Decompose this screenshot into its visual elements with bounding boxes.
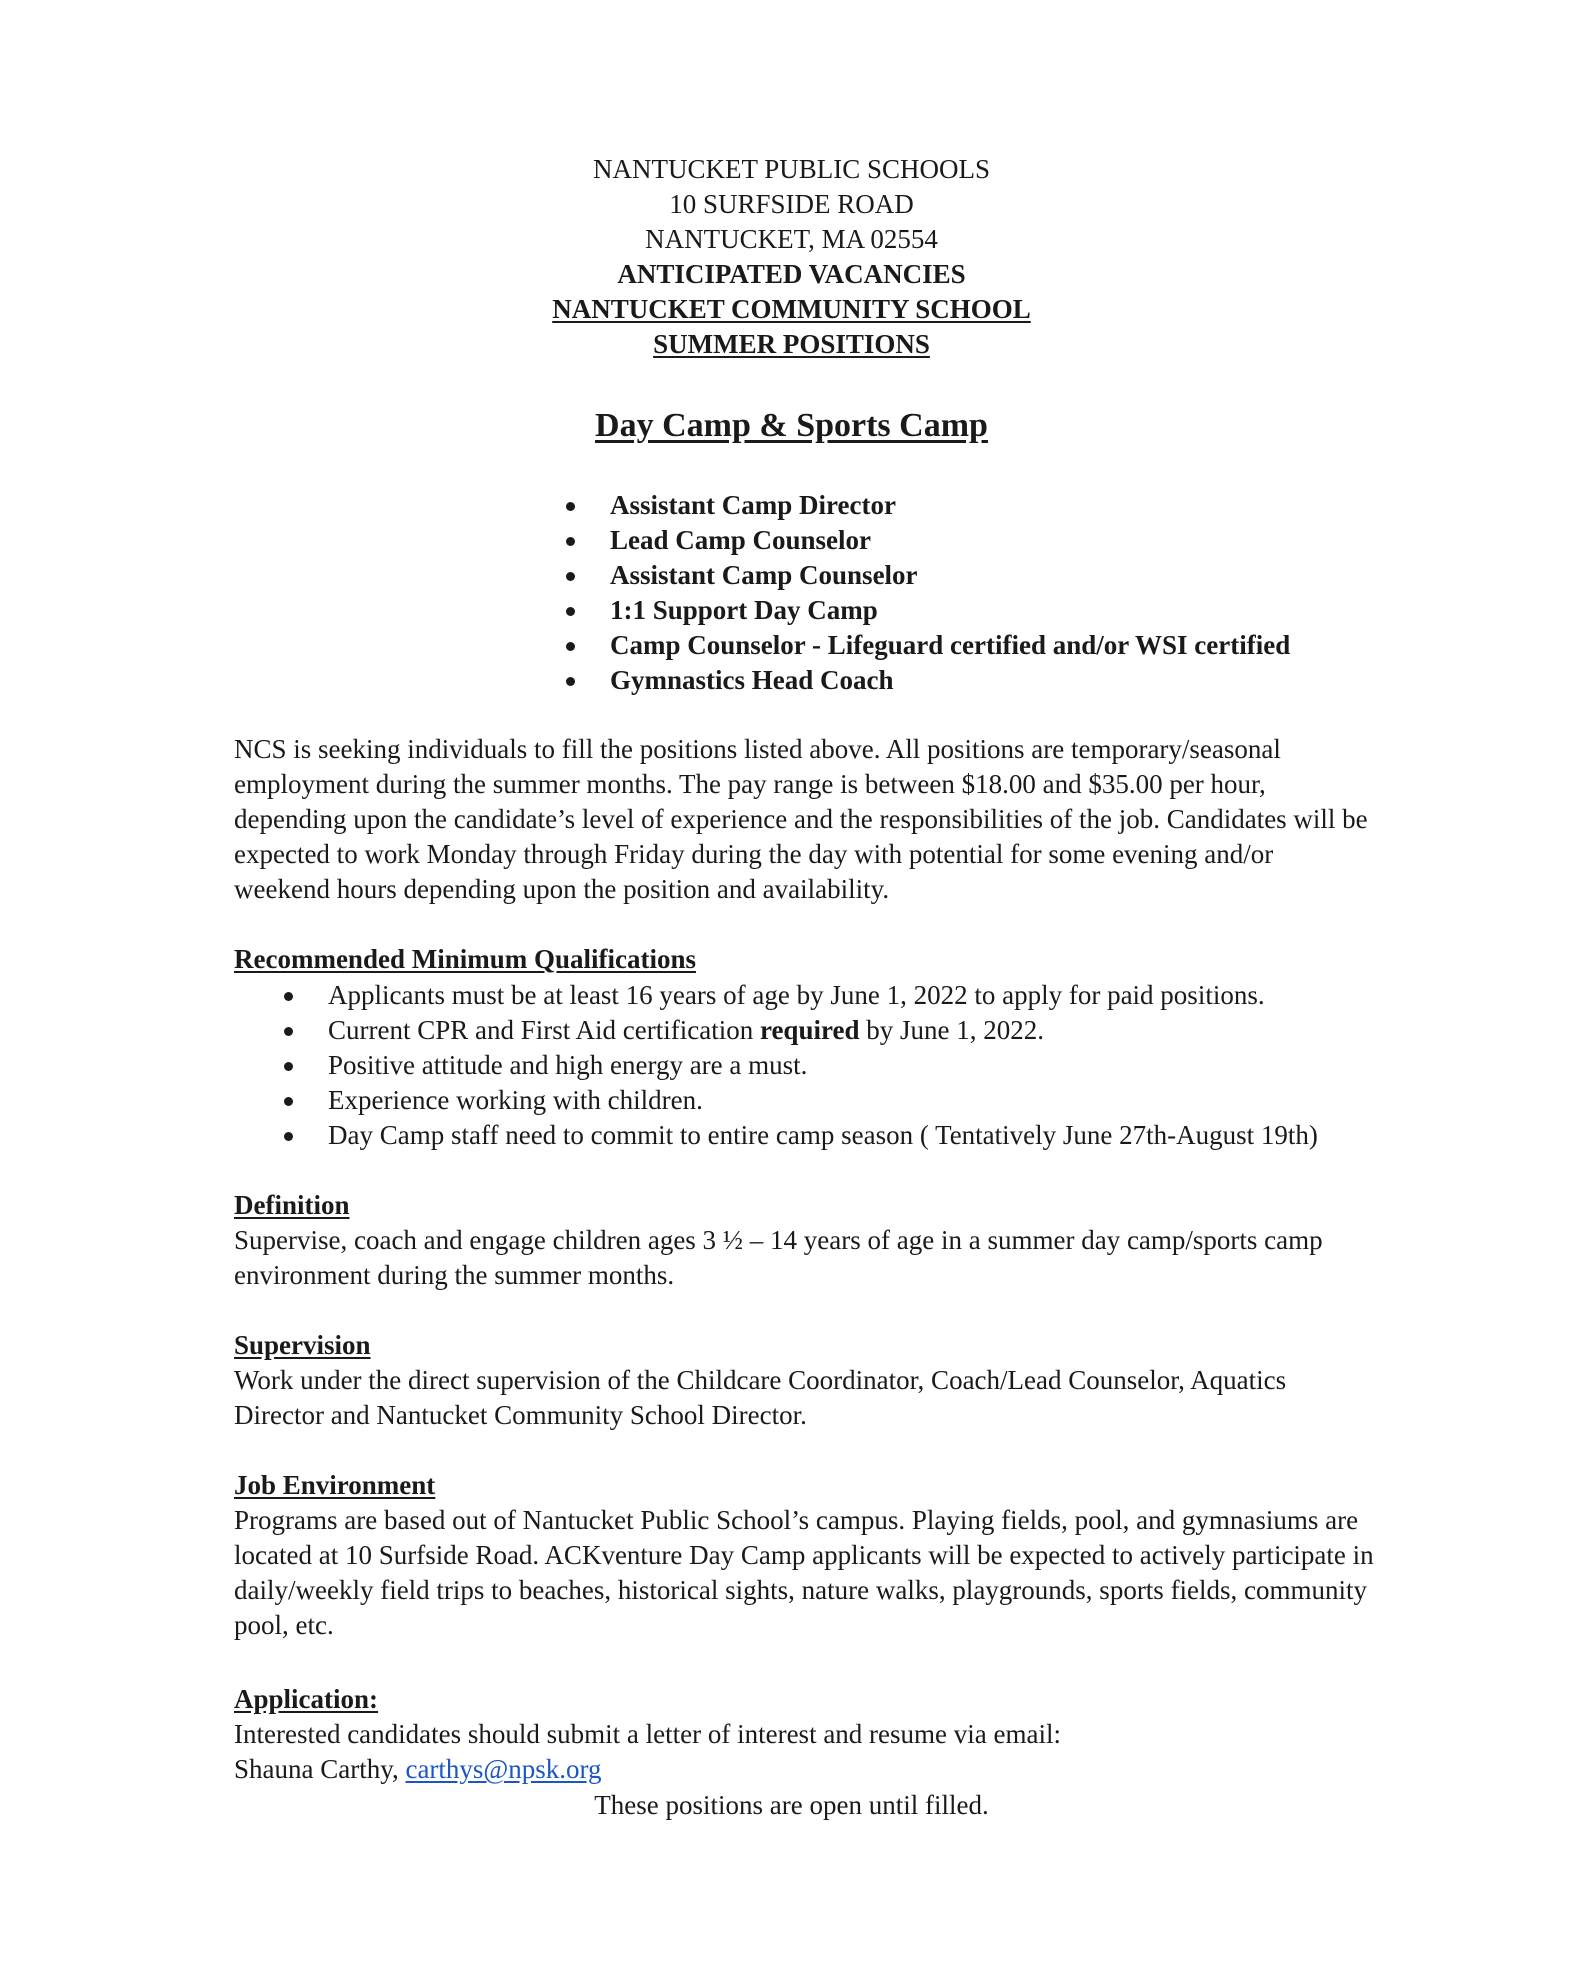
contact-line	[234, 1752, 1454, 1787]
bullet-icon	[284, 1062, 293, 1071]
supervision-paragraph: Work under the direct supervision of the Childcare Coordinator, Coach/Lead Counselor, Aquatics Director and Nantucket Community School Director.	[234, 1365, 1287, 1430]
intro-paragraph: NCS is seeking individuals to fill the positions listed above. All positions are temporary/seasonal employment during the summer months. The pay range is between $18.00 and $35.00 per hour, depending upon the candidate’s level of experience and the responsibilities of the job. Candidates will be expected to work Monday through Friday during the day with potential for some evening and/or weekend hours depending upon the position and availability.	[234, 734, 1368, 904]
required-emphasis: required	[759, 1015, 860, 1045]
contact-name: Shauna Carthy,	[234, 1754, 406, 1784]
application-heading: Application:	[234, 1684, 379, 1714]
position-item: Assistant Camp Counselor	[560, 558, 1290, 593]
bullet-icon	[566, 502, 575, 511]
qualification-item: Positive attitude and high energy are a must.	[270, 1048, 1318, 1083]
positions-list	[560, 488, 1290, 698]
email-link[interactable]: carthys@npsk.org	[405, 1754, 602, 1784]
camp-title: Day Camp & Sports Camp	[595, 407, 988, 444]
qualification-item: Day Camp staff need to commit to entire camp season ( Tentatively June 27th-August 19th)	[270, 1118, 1318, 1153]
community-school-heading: NANTUCKET COMMUNITY SCHOOL	[552, 294, 1031, 324]
bullet-icon	[566, 572, 575, 581]
bullet-icon	[284, 1132, 293, 1141]
supervision-heading: Supervision	[234, 1330, 371, 1360]
bullet-icon	[566, 537, 575, 546]
closing-note: These positions are open until filled.	[594, 1790, 989, 1820]
qualification-item: Current CPR and First Aid certification required by June 1, 2022.	[270, 1013, 1318, 1048]
qualification-item: Applicants must be at least 16 years of age by June 1, 2022 to apply for paid positions.	[270, 978, 1318, 1013]
job-environment-heading: Job Environment	[234, 1470, 436, 1500]
vacancies-heading: ANTICIPATED VACANCIES	[617, 259, 966, 289]
qualifications-list	[270, 978, 1318, 1153]
letterhead	[0, 152, 1583, 362]
city-state-zip: NANTUCKET, MA 02554	[645, 224, 938, 254]
bullet-icon	[284, 992, 293, 1001]
bullet-icon	[284, 1097, 293, 1106]
bullet-icon	[566, 677, 575, 686]
school-name: NANTUCKET PUBLIC SCHOOLS	[592, 154, 991, 184]
street-address: 10 SURFSIDE ROAD	[669, 189, 914, 219]
summer-positions-heading: SUMMER POSITIONS	[653, 329, 930, 359]
job-environment-paragraph: Programs are based out of Nantucket Public School’s campus. Playing fields, pool, and gymnasiums are located at 10 Surfside Road. ACKventure Day Camp applicants will be expected to actively participate in daily/weekly field trips to beaches, historical sights, nature walks, playgrounds, sports fields, community pool, etc.	[234, 1505, 1374, 1640]
bullet-icon	[284, 1027, 293, 1036]
position-item: Camp Counselor - Lifeguard certified and/or WSI certified	[560, 628, 1290, 663]
position-item: 1:1 Support Day Camp	[560, 593, 1290, 628]
definition-heading: Definition	[234, 1190, 350, 1220]
qualifications-heading: Recommended Minimum Qualifications	[234, 944, 696, 974]
qualification-item: Experience working with children.	[270, 1083, 1318, 1118]
position-item: Assistant Camp Director	[560, 488, 1290, 523]
bullet-icon	[566, 642, 575, 651]
application-paragraph: Interested candidates should submit a letter of interest and resume via email: Shauna Carthy, carthys@npsk.org	[234, 1717, 1454, 1787]
position-item: Gymnastics Head Coach	[560, 663, 1290, 698]
definition-paragraph: Supervise, coach and engage children ages 3 ½ – 14 years of age in a summer day camp/sports camp environment during the summer months.	[234, 1225, 1323, 1290]
bullet-icon	[566, 607, 575, 616]
position-item: Lead Camp Counselor	[560, 523, 1290, 558]
